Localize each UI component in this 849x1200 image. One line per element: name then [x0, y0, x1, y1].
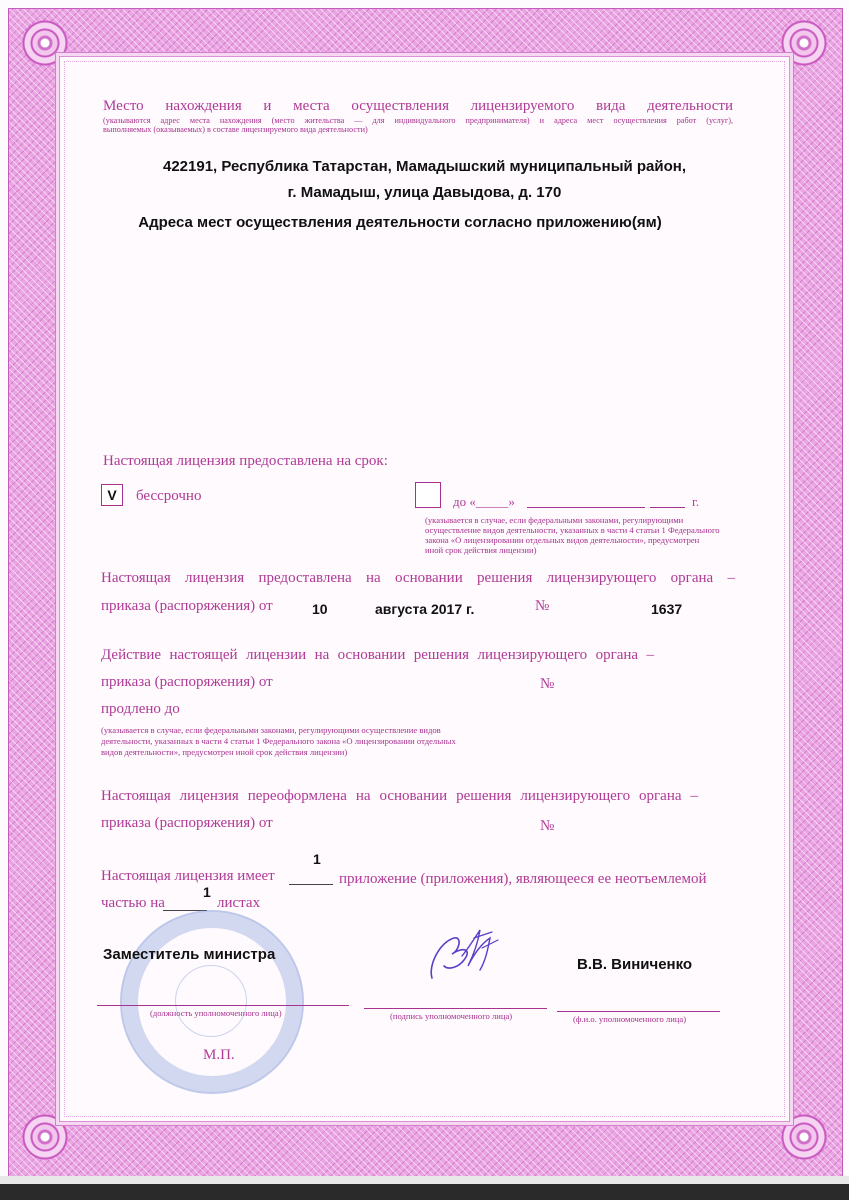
appendix-line: частью на: [101, 895, 165, 911]
until-year-line: [650, 507, 685, 508]
order-month-year: августа 2017 г.: [375, 601, 475, 617]
seal-label: М.П.: [203, 1047, 235, 1063]
address-line: 422191, Республика Татарстан, Мамадышский муниципальный район,: [162, 158, 687, 175]
location-note: (указываются адрес места нахождения (место жительства — для индивидуального предпринимателя) и адреса мест осуществления работ (услуг),: [103, 116, 733, 125]
handwritten-signature-icon: [418, 920, 508, 990]
until-note: иной срок действия лицензии): [425, 545, 537, 555]
name-caption: (ф.и.о. уполномоченного лица): [573, 1014, 687, 1024]
grant-line: приказа (распоряжения) от: [101, 598, 273, 614]
appendix-pages: 1: [203, 884, 211, 900]
order-number: 1637: [651, 601, 683, 617]
number-sign: №: [540, 818, 555, 834]
official-name: В.В. Виниченко: [577, 956, 693, 973]
address-line: г. Мамадыш, улица Давыдова, д. 170: [287, 184, 562, 201]
official-position: Заместитель министра: [103, 946, 276, 963]
order-day: 10: [312, 601, 328, 617]
until-note: (указывается в случае, если федеральными законами, регулирующими: [425, 515, 684, 525]
appendix-line: листах: [217, 895, 261, 911]
grant-line: Настоящая лицензия предоставлена на основании решения лицензирующего органа –: [101, 570, 735, 586]
extension-note: деятельности, указанных в части 4 статьи 1 Федерального закона «О лицензировании отдельных: [101, 736, 456, 746]
until-date-checkbox[interactable]: [415, 482, 441, 508]
until-note: закона «О лицензировании отдельных видов деятельности», предусмотрен: [425, 535, 700, 545]
extension-line: Действие настоящей лицензии на основании решения лицензирующего органа –: [101, 647, 654, 663]
appendix-count-line: [289, 884, 333, 885]
extension-note: (указывается в случае, если федеральными законами, регулирующими осуществление видов: [101, 725, 441, 735]
until-date-label: до «_____»: [453, 494, 515, 509]
indefinite-label: бессрочно: [136, 488, 202, 504]
seal-stamp-center: [175, 965, 247, 1037]
number-sign: №: [540, 676, 555, 692]
extension-note: видов деятельности», предусмотрен иной срок действия лицензии): [101, 747, 348, 757]
checkmark: V: [107, 487, 117, 503]
indefinite-checkbox[interactable]: [101, 484, 123, 506]
term-heading: Настоящая лицензия предоставлена на срок:: [103, 453, 388, 469]
year-suffix: г.: [692, 494, 700, 509]
until-month-line: [527, 507, 645, 508]
appendix-line: Настоящая лицензия имеет: [101, 868, 275, 884]
position-line: [97, 1005, 349, 1006]
scan-margin: [0, 1184, 849, 1200]
position-caption: (должность уполномоченного лица): [150, 1008, 282, 1018]
appendix-count: 1: [313, 851, 321, 867]
scan-margin: [0, 1176, 849, 1184]
number-sign: №: [535, 598, 550, 614]
signature-line: [364, 1008, 547, 1009]
extension-line: приказа (распоряжения) от: [101, 674, 273, 690]
appendix-line: приложение (приложения), являющееся ее неотъемлемой: [339, 871, 707, 887]
signature-caption: (подпись уполномоченного лица): [390, 1011, 513, 1021]
reissue-line: приказа (распоряжения) от: [101, 815, 273, 831]
reissue-line: Настоящая лицензия переоформлена на основании решения лицензирующего органа –: [101, 788, 698, 804]
address-line: Адреса мест осуществления деятельности согласно приложению(ям): [138, 214, 662, 231]
extended-until-label: продлено до: [101, 701, 180, 717]
until-note: осуществление видов деятельности, указанных в части 4 статьи 1 Федерального: [425, 525, 720, 535]
location-heading: Место нахождения и места осуществления лицензируемого вида деятельности: [103, 98, 733, 114]
location-note: выполняемых (оказываемых) в составе лицензируемого вида деятельности): [103, 125, 368, 134]
name-line: [557, 1011, 720, 1012]
